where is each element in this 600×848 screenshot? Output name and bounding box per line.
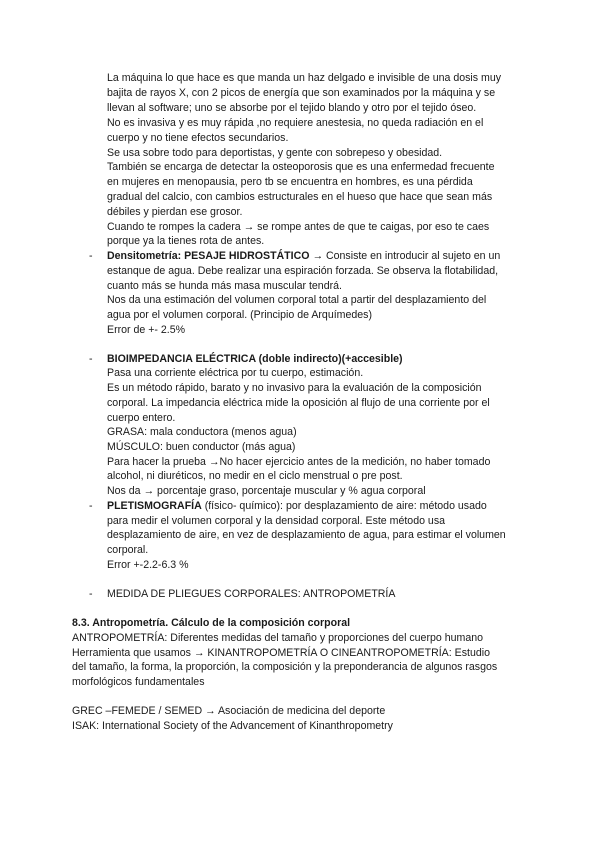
- densitometria-line: cuanto más se hunda más masa muscular tendrá.: [107, 280, 342, 292]
- densitometria-heading: [107, 249, 500, 263]
- densitometria-title: Densitometría: PESAJE HIDROSTÁTICO: [107, 250, 310, 262]
- list-bullet: -: [89, 500, 93, 512]
- list-bullet: -: [89, 250, 93, 262]
- section-line: del tamaño, la forma, la proporción, la composición y la preponderancia de algunos rasgos: [72, 661, 498, 673]
- reference-line: GREC –FEMEDE / SEMED → Asociación de medicina del deporte: [72, 705, 386, 717]
- densitometria-line: Nos da una estimación del volumen corporal total a partir del desplazamiento del: [107, 294, 487, 306]
- intro-line: La máquina lo que hace es que manda un haz delgado e invisible de una dosis muy: [107, 72, 502, 84]
- densitometria-line: estanque de agua. Debe realizar una espiración forzada. Se observa la flotabilidad,: [107, 265, 499, 277]
- intro-line: bajita de rayos X, con 2 picos de energía que son examinados por la máquina y se: [107, 87, 496, 99]
- section-line: Herramienta que usamos → KINANTROPOMETRÍA O CINEANTROPOMETRÍA: Estudio: [72, 647, 490, 659]
- intro-line: cuerpo y no tiene efectos secundarios.: [107, 132, 289, 144]
- bioimpedancia-line: alcohol, ni diuréticos, no medir en el ciclo menstrual o pre post.: [107, 470, 403, 482]
- intro-line: Se usa sobre todo para deportistas, y gente con sobrepeso y obesidad.: [107, 147, 443, 159]
- bioimpedancia-line: Es un método rápido, barato y no invasivo para la evaluación de la composición: [107, 382, 482, 394]
- section-heading: 8.3. Antropometría. Cálculo de la composición corporal: [72, 617, 351, 629]
- reference-line: ISAK: International Society of the Advancement of Kinanthropometry: [72, 720, 393, 732]
- bioimpedancia-line: GRASA: mala conductora (menos agua): [107, 426, 297, 438]
- pletismografia-line: corporal.: [107, 544, 149, 556]
- bioimpedancia-line: Para hacer la prueba →No hacer ejercicio antes de la medición, no haber tomado: [107, 456, 491, 468]
- bioimpedancia-line: MÚSCULO: buen conductor (más agua): [107, 441, 296, 453]
- section-line: ANTROPOMETRÍA: Diferentes medidas del tamaño y proporciones del cuerpo humano: [72, 632, 483, 644]
- bioimpedancia-line: corporal. La impedancia eléctrica mide la oposición al flujo de una corriente por el: [107, 397, 490, 409]
- bioimpedancia-line: cuerpo entero.: [107, 412, 176, 424]
- pletismografia-title-rest: (físico- químico): por desplazamiento de aire: método usado: [201, 500, 487, 512]
- intro-line: No es invasiva y es muy rápida ,no requiere anestesia, no queda radiación en el: [107, 117, 484, 129]
- list-bullet: -: [89, 588, 93, 600]
- intro-line: gradual del calcio, con cambios estructurales en el hueso que hace que sean más: [107, 191, 493, 203]
- pletismografia-line: para medir el volumen corporal y la densidad corporal. Este método usa: [107, 515, 446, 527]
- bioimpedancia-title: BIOIMPEDANCIA ELÉCTRICA (doble indirecto)(+accesible): [107, 353, 403, 365]
- intro-line: débiles y pierdan ese grosor.: [107, 206, 243, 218]
- intro-line: porque ya la tienes rota de antes.: [107, 235, 265, 247]
- bioimpedancia-line: Nos da → porcentaje graso, porcentaje muscular y % agua corporal: [107, 485, 426, 497]
- pletismografia-heading: [107, 499, 487, 513]
- intro-line: Cuando te rompes la cadera → se rompe antes de que te caigas, por eso te caes: [107, 221, 490, 233]
- pletismografia-line: Error +-2.2-6.3 %: [107, 559, 189, 571]
- pliegues-item: MEDIDA DE PLIEGUES CORPORALES: ANTROPOMETRÍA: [107, 588, 396, 600]
- intro-line: en mujeres en menopausia, pero tb se encuentra en hombres, es una pérdida: [107, 176, 473, 188]
- pletismografia-line: desplazamiento de aire, en vez de desplazamiento de agua, para estimar el volumen: [107, 529, 506, 541]
- list-bullet: -: [89, 353, 93, 365]
- bioimpedancia-line: Pasa una corriente eléctrica por tu cuerpo, estimación.: [107, 367, 364, 379]
- pletismografia-title: PLETISMOGRAFÍA: [107, 500, 202, 512]
- densitometria-line: agua por el volumen corporal. (Principio de Arquímedes): [107, 309, 372, 321]
- densitometria-line: Error de +- 2.5%: [107, 324, 186, 336]
- densitometria-title-rest: → Consiste en introducir al sujeto en un: [309, 250, 501, 262]
- section-line: morfológicos fundamentales: [72, 676, 205, 688]
- intro-line: También se encarga de detectar la osteoporosis que es una enfermedad frecuente: [107, 161, 495, 173]
- intro-line: llevan al software; uno se absorbe por el tejido blando y otro por el tejido óseo.: [107, 102, 477, 114]
